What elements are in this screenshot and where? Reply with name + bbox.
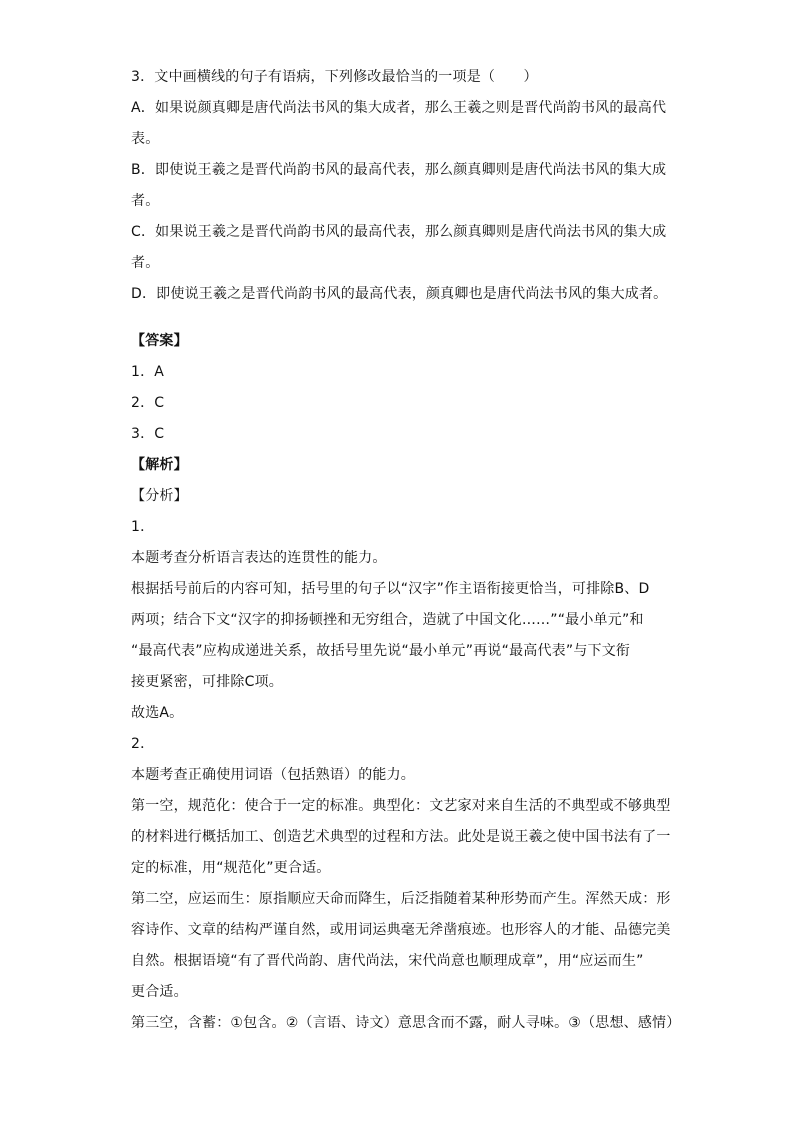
option-line: 者。 (131, 193, 160, 209)
document-page (131, 62, 681, 1039)
option-line: C．如果说王羲之是晋代尚韵书风的最高代表，那么颜真卿则是唐代尚法书风的集大成 (131, 224, 667, 240)
q2-text-line: 定的标准，用“规范化”更合适。 (131, 860, 331, 876)
spacer (131, 310, 661, 326)
analysis-subheading: 【分析】 (131, 488, 188, 504)
q2-text-line: 第三空，含蓄：①包含。②（言语、诗文）意思含而不露，耐人寻味。③（思想、感情） (131, 1015, 681, 1031)
q1-text-line: 故选A。 (131, 705, 184, 721)
q1-text-line: 本题考查分析语言表达的连贯性的能力。 (131, 550, 387, 566)
q2-text-line: 第二空，应运而生：原指顺应天命而降生，后泛指随着某种形势而产生。浑然天成：形 (131, 891, 671, 907)
q1-text-line: 两项；结合下文“汉字的抑扬顿挫和无穷组合，造就了中国文化……”“最小单元”和 (131, 612, 644, 628)
q1-text-line: “最高代表”应构成递进关系，故括号里先说“最小单元”再说“最高代表”与下文衔 (131, 643, 631, 659)
option-line: 表。 (131, 131, 160, 147)
answer-heading: 【答案】 (131, 333, 188, 349)
q2-number: 2． (131, 736, 155, 752)
q1-text-line: 根据括号前后的内容可知，括号里的句子以“汉字”作主语衔接更恰当，可排除B、D (131, 581, 650, 597)
option-line: 者。 (131, 255, 160, 271)
answer-item: 2．C (131, 395, 165, 411)
q2-text-line: 第一空，规范化：使合于一定的标准。典型化：文艺家对来自生活的不典型或不够典型 (131, 798, 671, 814)
option-line: A．如果说颜真卿是唐代尚法书风的集大成者，那么王羲之则是晋代尚韵书风的最高代 (131, 100, 667, 116)
q1-number: 1． (131, 519, 155, 535)
q1-text-line: 接更紧密，可排除C项。 (131, 674, 283, 690)
q2-text-line: 容诗作、文章的结构严谨自然，或用词运典毫无斧凿痕迹。也形容人的才能、品德完美 (131, 922, 671, 938)
option-line: D．即使说王羲之是晋代尚韵书风的最高代表，颜真卿也是唐代尚法书风的集大成者。 (131, 286, 668, 302)
analysis-heading: 【解析】 (131, 457, 188, 473)
answer-item: 1．A (131, 364, 165, 380)
q2-text-line: 更合适。 (131, 984, 188, 1000)
option-line: B．即使说王羲之是晋代尚韵书风的最高代表，那么颜真卿则是唐代尚法书风的集大成 (131, 162, 667, 178)
q2-text-line: 自然。根据语境“有了晋代尚韵、唐代尚法，宋代尚意也顺理成章”，用“应运而生” (131, 953, 644, 969)
answer-item: 3．C (131, 426, 165, 442)
question-stem: 3．文中画横线的句子有语病，下列修改最恰当的一项是（ ） (131, 69, 538, 85)
q2-text-line: 的材料进行概括加工、创造艺术典型的过程和方法。此处是说王羲之使中国书法有了一 (131, 829, 671, 845)
q2-text-line: 本题考查正确使用词语（包括熟语）的能力。 (131, 767, 415, 783)
